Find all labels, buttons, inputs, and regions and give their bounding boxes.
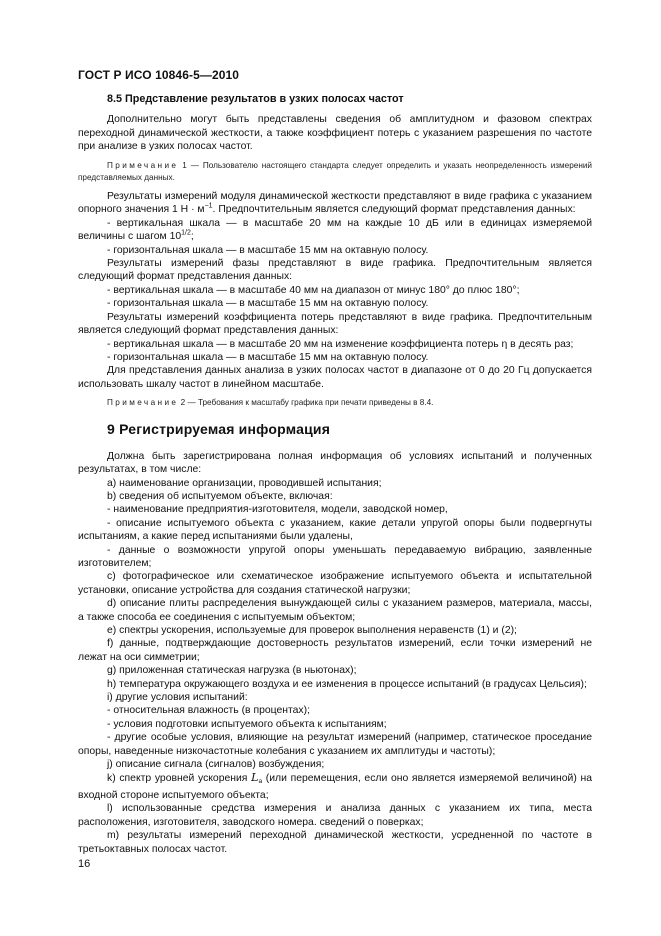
symbol: L <box>251 771 259 785</box>
text-run: ; <box>190 231 194 243</box>
list-item: - описание испытуемого объекта с указанием, какие детали упругой опоры были подвергнуты испытаниям, а какие перед испытаниями были удалены, <box>78 517 592 543</box>
paragraph: Должна быть зарегистрирована полная информация об условиях испытаний и полученных результатах, в том числе: <box>78 450 592 476</box>
page-content <box>78 93 592 856</box>
note-2 <box>78 397 592 409</box>
list-item: - относительная влажность (в процентах); <box>107 705 310 717</box>
list-item: g) приложенная статическая нагрузка (в ньютонах); <box>107 665 357 677</box>
list-item: - данные о возможности упругой опоры уменьшать передаваемую вибрацию, заявленные изготовителем; <box>78 544 592 569</box>
note-text: 2 — Требования к масштабу графика при печати приведены в 8.4. <box>178 398 434 408</box>
note-label: Примечание <box>107 160 179 170</box>
list-item: e) спектры ускорения, используемые для проверок выполнения неравенств (1) и (2); <box>107 625 517 637</box>
document-header: ГОСТ Р ИСО 10846-5—2010 <box>78 68 240 82</box>
superscript: −1 <box>204 202 213 210</box>
list-item: l) использованные средства измерения и анализа данных с указанием их типа, места расположения, изготовителя, заводского номера. сведений о поверках; <box>78 803 592 828</box>
paragraph: - вертикальная шкала — в масштабе 20 мм на изменение коэффициента потерь η в десять раз; <box>107 338 574 350</box>
section-9-heading: 9 Регистрируемая информация <box>107 421 331 438</box>
subscript: a <box>258 778 263 786</box>
paragraph: Результаты измерений фазы представляют в виде графика. Предпочтительным является следующий формат представления данных: <box>78 258 592 283</box>
note-text: 1 — Пользователю настоящего стандарта следует определить и указать неопределенность измерений представляемых данных. <box>78 160 592 182</box>
list-item: - другие особые условия, влияющие на результат измерений (например, статическое проседание опоры, наведенные низкочастотные колебания с указанием их амплитуды и частоты); <box>78 732 592 757</box>
text-run: k) спектр уровней ускорения <box>107 773 252 785</box>
list-item: b) сведения об испытуемом объекте, включая: <box>107 490 333 502</box>
note-label: Примечание <box>107 398 179 408</box>
paragraph: - вертикальная шкала — в масштабе 40 мм на диапазон от минус 180° до плюс 180°; <box>107 284 520 296</box>
paragraph: - горизонтальная шкала — в масштабе 15 мм на октавную полосу. <box>107 298 429 310</box>
list-item: f) данные, подтверждающие достоверность результатов измерений, если точки измерений не лежат на оси симметрии; <box>78 638 592 663</box>
note-1 <box>78 160 592 184</box>
section-8-5-heading: 8.5 Представление результатов в узких полосах частот <box>107 93 404 105</box>
superscript: 1/2 <box>181 229 191 237</box>
text-run: . Предпочтительным является следующий формат представления данных: <box>212 204 576 216</box>
paragraph: Результаты измерений коэффициента потерь представляют в виде графика. Предпочтительным является следующий формат представления данных: <box>78 311 592 337</box>
list-item: i) другие условия испытаний: <box>107 692 248 704</box>
list-item: d) описание плиты распределения вынуждающей силы с указанием размеров, материала, массы, а также способа ее соединения с испытуемым объектом; <box>78 598 592 623</box>
list-item: - условия подготовки испытуемого объекта к испытаниям; <box>107 718 387 730</box>
list-item <box>78 771 592 802</box>
paragraph: - горизонтальная шкала — в масштабе 15 мм на октавную полосу. <box>107 351 429 363</box>
list-item: c) фотографическое или схематическое изображение испытуемого объекта и испытательной установки, описание устройства для создания статической нагрузки; <box>78 571 592 596</box>
list-item: - наименование предприятия-изготовителя, модели, заводской номер, <box>107 504 448 516</box>
text-run: Результаты измерений модуля динамической жесткости представляют в виде графика с указанием опорного значения 1 Н · м <box>78 191 592 216</box>
list-item: j) описание сигнала (сигналов) возбуждения; <box>107 759 325 771</box>
text-run: (или перемещения, если оно является измеряемой величиной) на входной стороне испытуемого объекта; <box>78 773 592 801</box>
text-run: - вертикальная шкала — в масштабе 20 мм на каждые 10 дБ или в единицах измеряемой величины с шагом 10 <box>78 217 592 243</box>
paragraph <box>78 190 592 217</box>
list-item: a) наименование организации, проводившей испытания; <box>107 477 382 489</box>
page-number: 16 <box>78 858 91 870</box>
list-item: m) результаты измерений переходной динамической жесткости, усредненной по частоте в третьоктавных полосах частот. <box>78 830 592 855</box>
list-item: h) температура окружающего воздуха и ее изменения в процессе испытаний (в градусах Цельсия); <box>107 678 587 690</box>
paragraph: Для представления данных анализа в узких полосах частот в диапазоне от 0 до 20 Гц допускается использовать шкалу частот в линейном масштабе. <box>78 365 592 390</box>
paragraph <box>78 217 592 244</box>
paragraph: Дополнительно могут быть представлены сведения об амплитудном и фазовом спектрах переходной динамической жесткости, а также коэффициент потерь с указанием разрешения по частоте при анализе в узких полосах частот. <box>78 114 592 153</box>
paragraph: - горизонтальная шкала — в масштабе 15 мм на октавную полосу. <box>107 244 429 256</box>
